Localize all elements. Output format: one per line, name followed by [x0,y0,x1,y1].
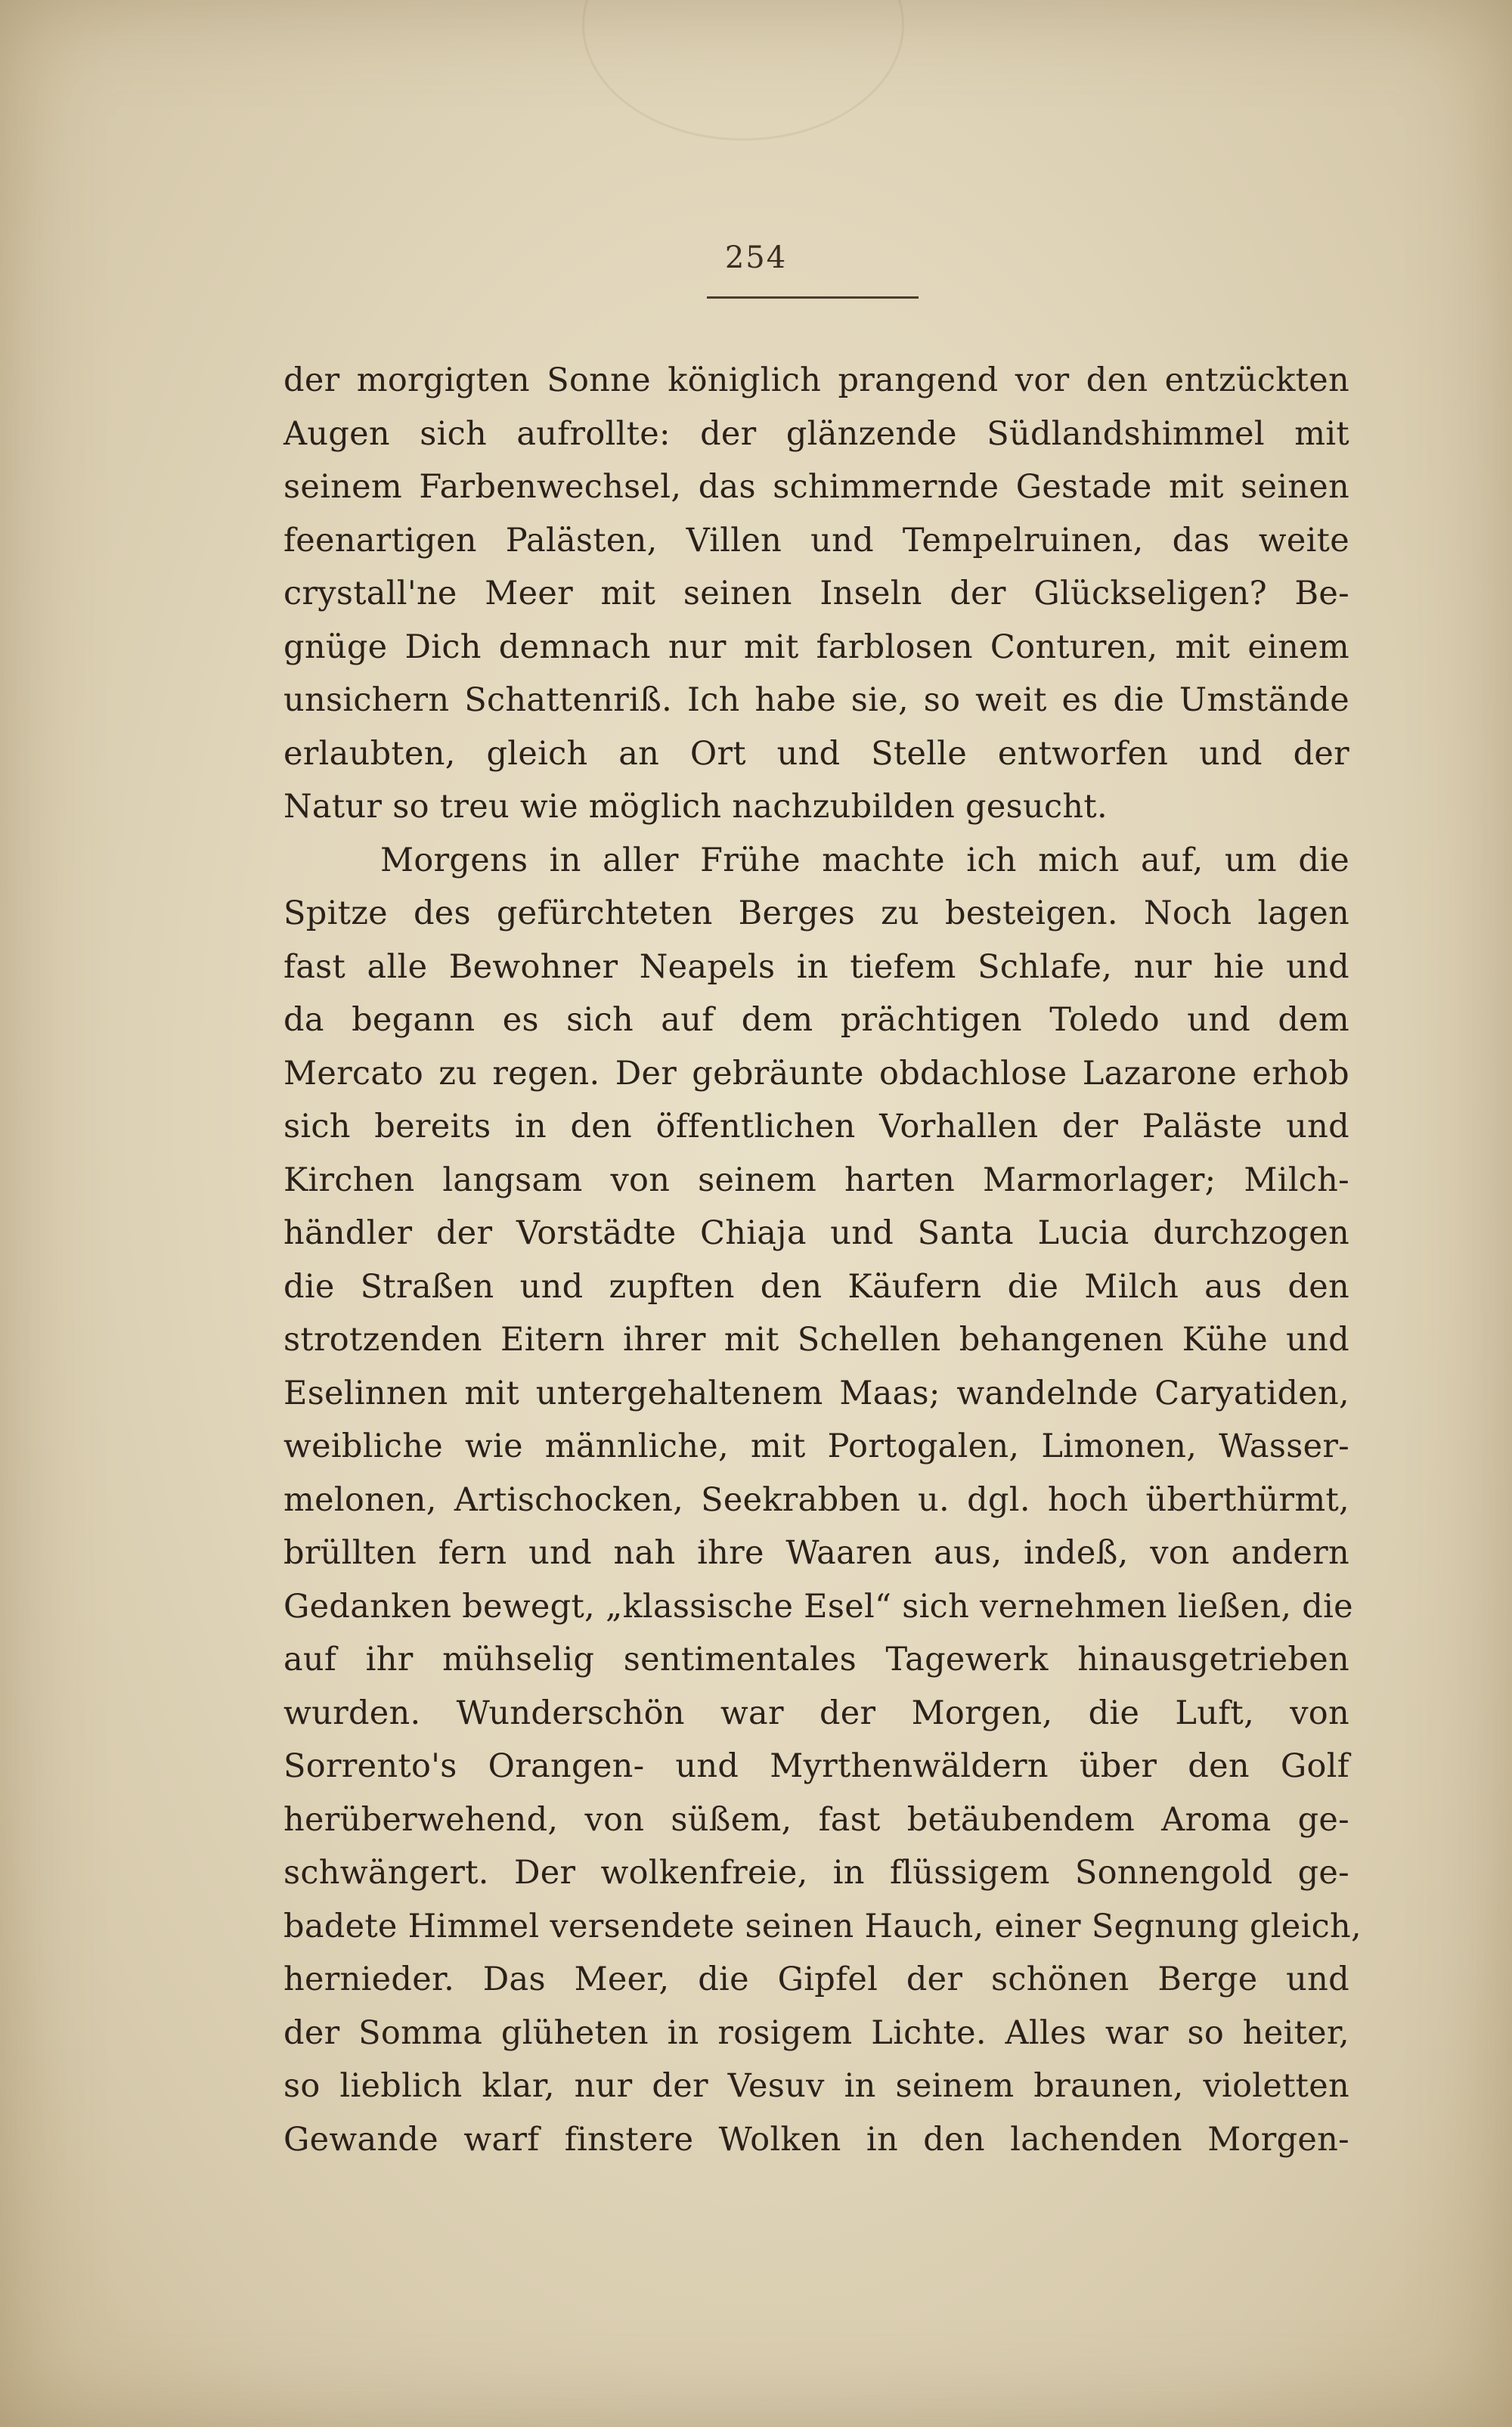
text-line: erlaubten, gleich an Ort und Stelle entworfen und der [284,734,1349,773]
page-number: 254 [724,240,788,275]
text-line: da begann es sich auf dem prächtigen Toledo und dem [284,1001,1349,1039]
text-line: Mercato zu regen. Der gebräunte obdachlose Lazarone erhob [284,1054,1349,1093]
text-line: Natur so treu wie möglich nachzubilden gesucht. [284,788,1108,826]
text-line: weibliche wie männliche, mit Portogalen, Limonen, Wasser- [284,1427,1349,1465]
text-line: crystall'ne Meer mit seinen Inseln der Glückseligen? Be- [284,575,1349,612]
text-line: sich bereits in den öffentlichen Vorhallen der Paläste und [284,1108,1349,1145]
body-text [284,354,1362,2166]
text-line: Spitze des gefürchteten Berges zu besteigen. Noch lagen [284,894,1349,932]
text-line: badete Himmel versendete seinen Hauch, einer Segnung gleich, [284,1907,1362,1945]
text-line: so lieblich klar, nur der Vesuv in seinem braunen, violetten [284,2067,1349,2105]
text-line: hernieder. Das Meer, die Gipfel der schönen Berge und [284,1961,1349,1998]
text-line: Sorrento's Orangen- und Myrthenwäldern über den Golf [284,1747,1349,1785]
text-line: melonen, Artischocken, Seekrabben u. dgl. hoch überthürmt, [284,1480,1349,1519]
text-line: Gewande warf finstere Wolken in den lachenden Morgen- [284,2120,1349,2159]
text-line: Gedanken bewegt, „klassische Esel“ sich vernehmen ließen, die [284,1587,1353,1626]
text-line: seinem Farbenwechsel, das schimmernde Gestade mit seinen [284,468,1349,506]
text-line: händler der Vorstädte Chiaja und Santa Lucia durchzogen [284,1214,1349,1252]
text-line: brüllten fern und nah ihre Waaren aus, indeß, von andern [284,1534,1349,1572]
text-line: Kirchen langsam von seinem harten Marmorlager; Milch- [284,1161,1349,1199]
text-line: schwängert. Der wolkenfreie, in flüssigem Sonnengold ge- [284,1854,1349,1892]
paragraph-start-line: Morgens in aller Frühe machte ich mich auf, um die [380,841,1349,879]
text-line: der Somma glüheten in rosigem Lichte. Alles war so heiter, [284,2013,1349,2052]
text-line: wurden. Wunderschön war der Morgen, die Luft, von [284,1694,1349,1732]
text-line: Augen sich aufrollte: der glänzende Südlandshimmel mit [284,414,1349,453]
text-line: fast alle Bewohner Neapels in tiefem Schlafe, nur hie und [284,947,1349,986]
header-rule [707,296,919,299]
text-line: feenartigen Palästen, Villen und Tempelruinen, das weite [284,521,1349,559]
text-line: Eselinnen mit untergehaltenem Maas; wandelnde Caryatiden, [284,1374,1349,1412]
paper-stain [582,0,904,141]
text-line: die Straßen und zupften den Käufern die Milch aus den [284,1267,1349,1306]
text-line: gnüge Dich demnach nur mit farblosen Conturen, mit einem [284,628,1349,666]
text-line: auf ihr mühselig sentimentales Tagewerk hinausgetrieben [284,1641,1349,1678]
text-line: herüberwehend, von süßem, fast betäubendem Aroma ge- [284,1800,1349,1839]
text-line: unsichern Schattenriß. Ich habe sie, so weit es die Umstände [284,681,1349,719]
text-line: der morgigten Sonne königlich prangend vor den entzückten [284,361,1349,399]
text-line: strotzenden Eitern ihrer mit Schellen behangenen Kühe und [284,1321,1349,1359]
